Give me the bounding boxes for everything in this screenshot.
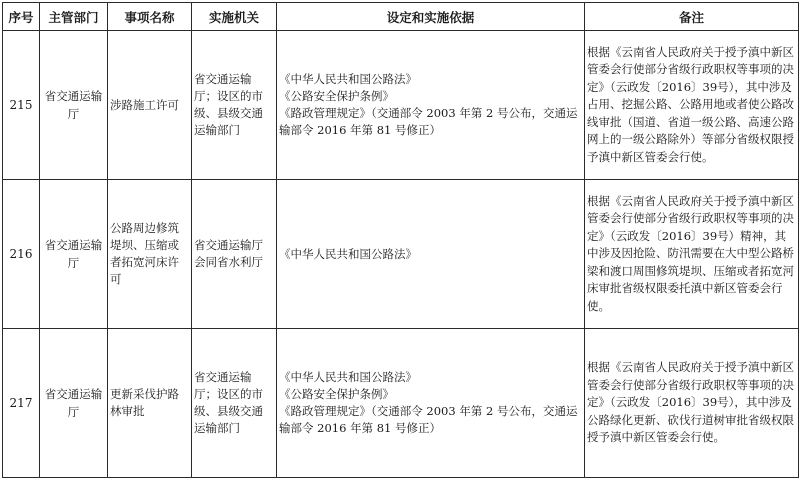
table-row: [3, 31, 799, 180]
legal-basis-item: 《公路安全保护条例》: [279, 387, 394, 401]
header-serial-number: 序号: [3, 3, 40, 31]
header-legal-basis: 设定和实施依据: [277, 3, 585, 31]
table-row: [3, 180, 799, 329]
cell-department: 省交通运输厅: [40, 329, 108, 478]
cell-remarks: 根据《云南省人民政府关于授予滇中新区管委会行使部分省级行政职权等事项的决定》（云政发〔2016〕39号），其中涉及公路绿化更新、砍伐行道树审批省级权限授予滇中新区管委会行使。: [585, 329, 799, 478]
header-department: 主管部门: [40, 3, 108, 31]
table-row: [3, 329, 799, 478]
cell-department: 省交通运输厅: [40, 180, 108, 329]
legal-basis-item: 《中华人民共和国公路法》: [279, 246, 417, 261]
legal-basis-item: 《路政管理规定》（交通部令 2003 年第 2 号公布，交通运输部令 2016 年第 81 号修正）: [279, 106, 578, 137]
cell-implementing-agency: 省交通运输厅会同省水利厅: [192, 180, 277, 329]
cell-item-name: 更新采伐护路林审批: [108, 329, 192, 478]
cell-serial-number: 217: [3, 329, 40, 478]
cell-remarks: 根据《云南省人民政府关于授予滇中新区管委会行使部分省级行政职权等事项的决定》（云政发〔2016〕39号）精神，其中涉及因抢险、防汛需要在大中型公路桥梁和渡口周围修筑堤坝、压缩或者拓宽河床审批省级权限委托滇中新区管委会行使。: [585, 180, 799, 329]
header-row: [3, 3, 799, 31]
legal-basis-item: 《路政管理规定》（交通部令 2003 年第 2 号公布，交通运输部令 2016 年第 81 号修正）: [279, 404, 578, 435]
cell-implementing-agency: 省交通运输厅；设区的市级、县级交通运输部门: [192, 329, 277, 478]
cell-legal-basis: [277, 180, 585, 329]
cell-legal-basis: [277, 329, 585, 478]
cell-remarks: 根据《云南省人民政府关于授予滇中新区管委会行使部分省级行政职权等事项的决定》（云政发〔2016〕39号），其中涉及占用、挖掘公路、公路用地或者使公路改线审批（国道、省道一级公路、高速公路网上的一级公路除外）等部分省级权限授予滇中新区管委会行使。: [585, 31, 799, 180]
cell-item-name: 公路周边修筑堤坝、压缩或者拓宽河床许可: [108, 180, 192, 329]
legal-basis-item: 《公路安全保护条例》: [279, 89, 394, 103]
header-remarks: 备注: [585, 3, 799, 31]
cell-serial-number: 216: [3, 180, 40, 329]
legal-basis-item: 《中华人民共和国公路法》: [279, 72, 417, 86]
administrative-items-table: [2, 2, 799, 478]
cell-implementing-agency: 省交通运输厅；设区的市级、县级交通运输部门: [192, 31, 277, 180]
legal-basis-item: 《中华人民共和国公路法》: [279, 370, 417, 384]
cell-serial-number: 215: [3, 31, 40, 180]
header-item-name: 事项名称: [108, 3, 192, 31]
cell-legal-basis: [277, 31, 585, 180]
cell-department: 省交通运输厅: [40, 31, 108, 180]
cell-item-name: 涉路施工许可: [108, 31, 192, 180]
header-implementing-agency: 实施机关: [192, 3, 277, 31]
